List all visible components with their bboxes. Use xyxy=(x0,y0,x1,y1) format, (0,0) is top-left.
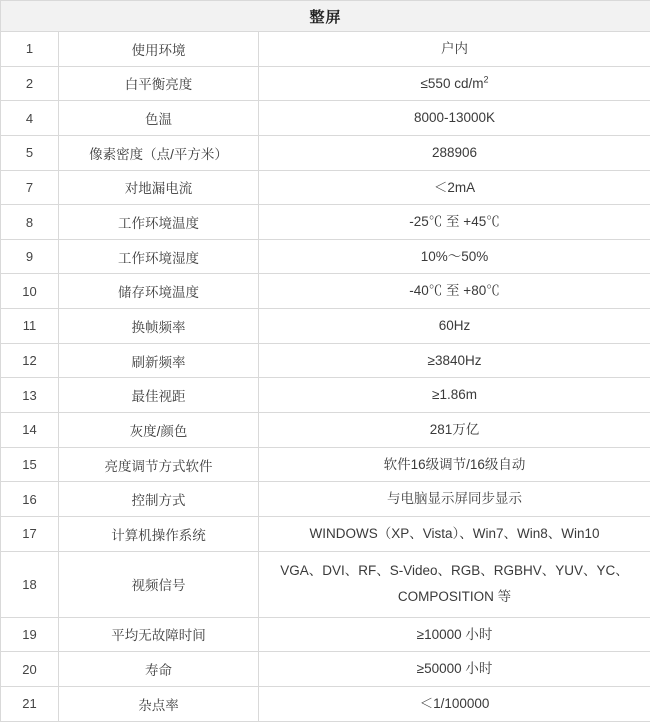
row-parameter-value: -25℃ 至 +45℃ xyxy=(259,205,650,240)
row-index: 5 xyxy=(1,135,59,170)
table-row xyxy=(1,378,650,413)
table-row xyxy=(1,239,650,274)
row-index: 20 xyxy=(1,652,59,687)
row-parameter-name: 工作环境温度 xyxy=(59,205,259,240)
row-parameter-value: VGA、DVI、RF、S-Video、RGB、RGBHV、YUV、YC、COMPOSITION 等 xyxy=(259,551,650,617)
row-parameter-name: 储存环境温度 xyxy=(59,274,259,309)
row-parameter-value: ≤550 $cd/m^2$ xyxy=(259,66,650,101)
table-row xyxy=(1,135,650,170)
row-index: 1 xyxy=(1,32,59,67)
table-row xyxy=(1,309,650,344)
row-parameter-name: 计算机操作系统 xyxy=(59,516,259,551)
row-parameter-name: 刷新频率 xyxy=(59,343,259,378)
row-parameter-name: 使用环境 xyxy=(59,32,259,67)
table-row xyxy=(1,32,650,67)
row-index: 12 xyxy=(1,343,59,378)
row-parameter-name: 亮度调节方式软件 xyxy=(59,447,259,482)
table-row xyxy=(1,652,650,687)
row-parameter-value: ≥10000 小时 xyxy=(259,617,650,652)
row-parameter-value: 288906 xyxy=(259,135,650,170)
row-parameter-value: 8000-13000K xyxy=(259,101,650,136)
row-parameter-value: ≥50000 小时 xyxy=(259,652,650,687)
table-row xyxy=(1,274,650,309)
table-row xyxy=(1,170,650,205)
row-parameter-value: 60Hz xyxy=(259,309,650,344)
row-parameter-name: 对地漏电流 xyxy=(59,170,259,205)
row-index: 15 xyxy=(1,447,59,482)
row-parameter-name: 最佳视距 xyxy=(59,378,259,413)
row-parameter-name: 白平衡亮度 xyxy=(59,66,259,101)
table-row xyxy=(1,686,650,721)
table-row xyxy=(1,66,650,101)
row-parameter-name: 像素密度（点/平方米） xyxy=(59,135,259,170)
table-row xyxy=(1,447,650,482)
row-parameter-value: 软件16级调节/16级自动 xyxy=(259,447,650,482)
row-parameter-name: 换帧频率 xyxy=(59,309,259,344)
row-index: 10 xyxy=(1,274,59,309)
row-parameter-name: 杂点率 xyxy=(59,686,259,721)
row-index: 14 xyxy=(1,413,59,448)
table-body xyxy=(1,32,650,722)
table-row xyxy=(1,551,650,617)
row-parameter-name: 平均无故障时间 xyxy=(59,617,259,652)
row-index: 16 xyxy=(1,482,59,517)
row-parameter-name: 控制方式 xyxy=(59,482,259,517)
row-index: 17 xyxy=(1,516,59,551)
row-index: 9 xyxy=(1,239,59,274)
row-parameter-name: 灰度/颜色 xyxy=(59,413,259,448)
row-index: 21 xyxy=(1,686,59,721)
table-row xyxy=(1,516,650,551)
row-parameter-value: 户内 xyxy=(259,32,650,67)
row-index: 8 xyxy=(1,205,59,240)
row-index: 11 xyxy=(1,309,59,344)
row-index: 18 xyxy=(1,551,59,617)
row-parameter-value: WINDOWS（XP、Vista）、Win7、Win8、Win10 xyxy=(259,516,650,551)
table-title-row xyxy=(1,1,650,32)
row-parameter-name: 视频信号 xyxy=(59,551,259,617)
row-index: 2 xyxy=(1,66,59,101)
table-row xyxy=(1,205,650,240)
row-parameter-value: 10%～50% xyxy=(259,239,650,274)
row-parameter-value: -40℃ 至 +80℃ xyxy=(259,274,650,309)
row-parameter-value: 281万亿 xyxy=(259,413,650,448)
row-index: 7 xyxy=(1,170,59,205)
row-parameter-name: 色温 xyxy=(59,101,259,136)
table-row xyxy=(1,482,650,517)
row-parameter-value: ＜2mA xyxy=(259,170,650,205)
table-row xyxy=(1,413,650,448)
row-parameter-value: 与电脑显示屏同步显示 xyxy=(259,482,650,517)
row-parameter-name: 寿命 xyxy=(59,652,259,687)
table-row xyxy=(1,343,650,378)
row-parameter-value: ≥1.86m xyxy=(259,378,650,413)
row-index: 4 xyxy=(1,101,59,136)
row-index: 19 xyxy=(1,617,59,652)
row-parameter-value: ≥3840Hz xyxy=(259,343,650,378)
row-index: 13 xyxy=(1,378,59,413)
table-title: 整屏 xyxy=(1,1,650,32)
table-row xyxy=(1,617,650,652)
row-parameter-name: 工作环境湿度 xyxy=(59,239,259,274)
row-parameter-value: ＜1/100000 xyxy=(259,686,650,721)
table-row xyxy=(1,101,650,136)
